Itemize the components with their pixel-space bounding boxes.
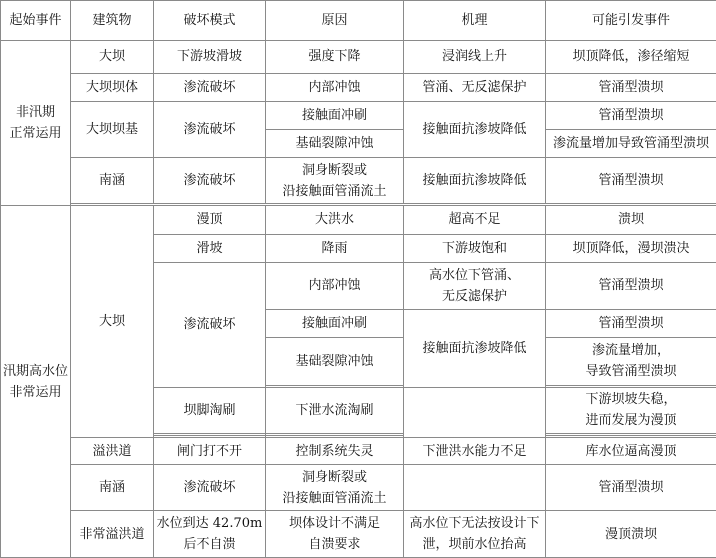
header-cell: 破坏模式 (154, 1, 266, 41)
cause-cell: 内部冲蚀 (266, 262, 404, 309)
mechanism-cell: 浸润线上升 (404, 41, 546, 73)
failure-mode-cell: 坝脚淘刷 (154, 387, 266, 433)
mechanism-cell: 高水位下无法按设计下 泄，坝前水位抬高 (404, 511, 546, 558)
cause-cell: 基础裂隙冲蚀 (266, 129, 404, 157)
header-cell: 原因 (266, 1, 404, 41)
mechanism-cell: 下泄洪水能力不足 (404, 437, 546, 464)
failure-mode-cell: 水位到达 42.70m 后不自溃 (154, 511, 266, 558)
consequence-cell: 管涌型溃坝 (546, 262, 716, 309)
failure-mode-cell: 闸门打不开 (154, 437, 266, 464)
consequence-cell: 坝顶降低，渗径缩短 (546, 41, 716, 73)
cause-cell: 大洪水 (266, 206, 404, 234)
cause-cell: 控制系统失灵 (266, 437, 404, 464)
mechanism-cell: 接触面抗渗坡降低 (404, 310, 546, 388)
mechanism-cell (404, 465, 546, 511)
mechanism-cell: 超高不足 (404, 206, 546, 234)
consequence-cell: 管涌型溃坝 (546, 310, 716, 338)
table-row (1, 101, 716, 129)
cause-cell: 接触面冲刷 (266, 310, 404, 338)
header-cell: 建筑物 (71, 1, 154, 41)
consequence-cell: 坝顶降低，漫坝溃决 (546, 234, 716, 262)
failure-mode-cell: 渗流破坏 (154, 158, 266, 204)
cause-cell: 降雨 (266, 234, 404, 262)
failure-mode-cell: 渗流破坏 (154, 101, 266, 157)
table-row (1, 158, 716, 204)
table-row (1, 437, 716, 464)
consequence-cell: 漫顶溃坝 (546, 511, 716, 558)
cause-cell: 下泄水流淘刷 (266, 387, 404, 433)
cause-cell: 内部冲蚀 (266, 73, 404, 101)
table-row (1, 73, 716, 101)
failure-mode-cell: 下游坡滑坡 (154, 41, 266, 73)
table-row (1, 41, 716, 73)
mechanism-cell: 下游坡饱和 (404, 234, 546, 262)
consequence-cell: 溃坝 (546, 206, 716, 234)
consequence-cell: 库水位逼高漫顶 (546, 437, 716, 464)
structure-cell: 南涵 (71, 158, 154, 204)
start-event-cell: 汛期高水位 非常运用 (1, 206, 71, 558)
header-cell: 可能引发事件 (546, 1, 716, 41)
cause-cell: 强度下降 (266, 41, 404, 73)
structure-cell: 非常溢洪道 (71, 511, 154, 558)
cause-cell: 坝体设计不满足 自溃要求 (266, 511, 404, 558)
consequence-cell: 下游坝坡失稳， 进而发展为漫顶 (546, 387, 716, 433)
header-cell: 起始事件 (1, 1, 71, 41)
cause-cell: 基础裂隙冲蚀 (266, 338, 404, 385)
consequence-cell: 管涌型溃坝 (546, 101, 716, 129)
mechanism-cell (404, 387, 546, 437)
mechanism-cell: 管涌、无反滤保护 (404, 73, 546, 101)
header-row (1, 1, 716, 41)
structure-cell: 溢洪道 (71, 437, 154, 464)
start-event-cell: 非汛期 正常运用 (1, 41, 71, 206)
cause-cell: 接触面冲刷 (266, 101, 404, 129)
consequence-cell: 渗流量增加导致管涌型溃坝 (546, 129, 716, 157)
consequence-cell: 渗流量增加， 导致管涌型溃坝 (546, 338, 716, 385)
failure-mode-cell: 渗流破坏 (154, 262, 266, 387)
mechanism-cell: 高水位下管涌、 无反滤保护 (404, 262, 546, 309)
structure-cell: 大坝 (71, 41, 154, 73)
consequence-cell: 管涌型溃坝 (546, 158, 716, 204)
table-row (1, 511, 716, 558)
consequence-cell: 管涌型溃坝 (546, 465, 716, 511)
cause-cell: 洞身断裂或 沿接触面管涌流土 (266, 158, 404, 204)
failure-mode-cell: 渗流破坏 (154, 73, 266, 101)
table-row (1, 206, 716, 234)
cause-cell: 洞身断裂或 沿接触面管涌流土 (266, 465, 404, 511)
structure-cell: 南涵 (71, 465, 154, 511)
table-row (1, 465, 716, 511)
mechanism-cell: 接触面抗渗坡降低 (404, 158, 546, 204)
structure-cell: 大坝坝基 (71, 101, 154, 157)
header-cell: 机理 (404, 1, 546, 41)
failure-mode-cell: 滑坡 (154, 234, 266, 262)
structure-cell: 大坝坝体 (71, 73, 154, 101)
consequence-cell: 管涌型溃坝 (546, 73, 716, 101)
failure-mode-cell: 渗流破坏 (154, 465, 266, 511)
structure-cell: 大坝 (71, 206, 154, 438)
mechanism-cell: 接触面抗渗坡降低 (404, 101, 546, 157)
failure-mode-cell: 漫顶 (154, 206, 266, 234)
